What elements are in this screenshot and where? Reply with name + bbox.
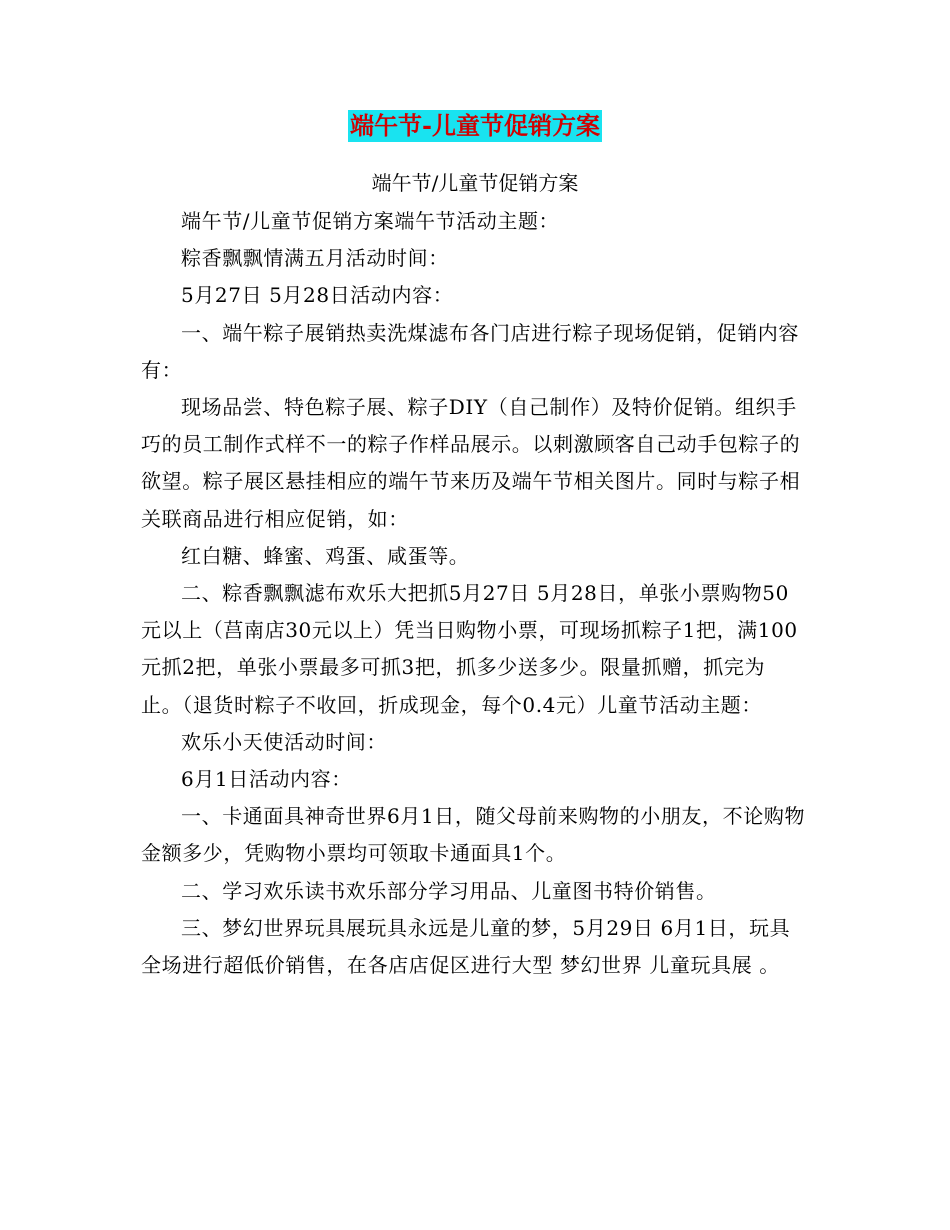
document-body bbox=[141, 203, 806, 984]
document-title: 端午节-儿童节促销方案 bbox=[350, 111, 600, 140]
paragraph: 欢乐小天使活动时间： bbox=[181, 729, 387, 754]
paragraph: 红白糖、蜂蜜、鸡蛋、咸蛋等。 bbox=[181, 543, 470, 568]
paragraph: 现场品尝、特色粽子展、粽子DIY（自己制作）及特价促销。组织手巧的员工制作式样不一的粽子作样品展示。以刺激顾客自己动手包粽子的欲望。粽子展区悬挂相应的端午节来历及端午节相关图片。同时与粽子相关联商品进行相应促销，如： bbox=[141, 395, 801, 531]
paragraph: 三、梦幻世界玩具展玩具永远是儿童的梦，5月29日 6月1日，玩具全场进行超低价销售，在各店店促区进行大型 梦幻世界 儿童玩具展 。 bbox=[141, 915, 791, 978]
paragraph: 6月1日活动内容： bbox=[181, 767, 352, 792]
paragraph: 5月27日 5月28日活动内容： bbox=[181, 283, 454, 308]
paragraph: 一、端午粽子展销热卖洗煤滤布各门店进行粽子现场促销，促销内容有： bbox=[141, 320, 799, 382]
paragraph: 粽香飘飘情满五月活动时间： bbox=[181, 246, 449, 271]
paragraph: 二、粽香飘飘滤布欢乐大把抓5月27日 5月28日，单张小票购物50元以上（莒南店30元以上）凭当日购物小票，可现场抓粽子1把，满100元抓2把，单张小票最多可抓3把，抓多少送多少。限量抓赠，抓完为止。（退货时粽子不收回，折成现金，每个0.4元）儿童节活动主题： bbox=[141, 581, 798, 717]
document-subtitle: 端午节/儿童节促销方案 bbox=[371, 171, 579, 195]
paragraph: 二、学习欢乐读书欢乐部分学习用品、儿童图书特价销售。 bbox=[181, 878, 717, 903]
title-container bbox=[0, 110, 950, 142]
paragraph: 端午节/儿童节促销方案端午节活动主题： bbox=[181, 209, 560, 233]
paragraph: 一、卡通面具神奇世界6月1日，随父母前来购物的小朋友，不论购物金额多少，凭购物小票均可领取卡通面具1个。 bbox=[141, 804, 806, 866]
